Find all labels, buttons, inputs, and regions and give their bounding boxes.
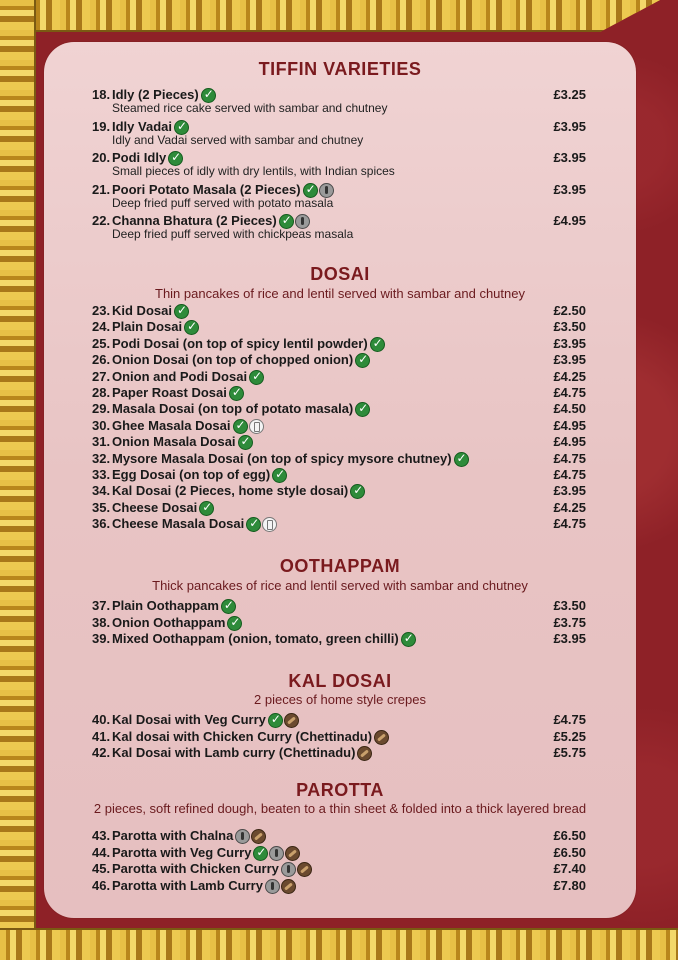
veg-icon xyxy=(454,452,469,467)
item-price: £3.95 xyxy=(553,150,586,166)
menu-item xyxy=(92,500,586,516)
item-number: 28. xyxy=(92,385,111,400)
item-description: Steamed rice cake served with sambar and chutney xyxy=(112,101,388,115)
item-name: Idly (2 Pieces)✓ xyxy=(112,87,217,103)
item-price: £2.50 xyxy=(553,303,586,318)
section-description: Thick pancakes of rice and lentil served with sambar and chutney xyxy=(152,578,528,593)
item-price: £4.95 xyxy=(553,417,586,433)
menu-item xyxy=(92,483,586,499)
item-description: Deep fried puff served with potato masala xyxy=(112,195,334,210)
item-price: £4.75 xyxy=(553,516,586,532)
section-title: KAL DOSAI xyxy=(288,671,392,691)
item-name: Plain Dosai✓ xyxy=(112,319,200,335)
item-name: Kal dosai with Chicken Curry (Chettinadu) xyxy=(112,729,390,745)
veg-icon xyxy=(253,846,268,861)
section-title: OOTHAPPAM xyxy=(279,556,401,576)
item-number: 23. xyxy=(92,303,111,318)
item-name: Mysore Masala Dosai (on top of spicy mysore chutney)✓ xyxy=(112,451,470,467)
section-description: Thin pancakes of rice and lentil served with sambar and chutney xyxy=(155,286,525,301)
item-number: 19. xyxy=(92,118,111,134)
item-name: Cheese Masala Dosai✓ xyxy=(112,516,278,532)
item-number: 29. xyxy=(92,401,111,417)
item-name: Channa Bhatura (2 Pieces)✓ xyxy=(112,213,311,229)
menu-item xyxy=(92,319,586,335)
item-price: £4.95 xyxy=(553,213,586,229)
dairy-icon xyxy=(249,419,264,434)
item-number: 37. xyxy=(92,598,111,613)
item-name: Egg Dosai (on top of egg)✓ xyxy=(112,467,288,483)
item-number: 21. xyxy=(92,181,111,197)
item-price: £3.75 xyxy=(553,614,586,630)
wheat-icon xyxy=(235,829,250,844)
spicy-icon xyxy=(251,829,266,844)
menu-item xyxy=(92,451,586,467)
item-price: £3.95 xyxy=(553,631,586,646)
item-price: £6.50 xyxy=(553,844,586,860)
dairy-icon xyxy=(262,517,277,532)
veg-icon xyxy=(355,353,370,368)
wheat-icon xyxy=(265,879,280,894)
gold-border-left xyxy=(0,0,36,960)
item-name: Podi Idly✓ xyxy=(112,150,184,166)
section-description: 2 pieces, soft refined dough, beaten to a thin sheet & folded into a thick layered bread xyxy=(93,801,587,816)
veg-icon xyxy=(246,517,261,532)
veg-icon xyxy=(401,632,416,647)
spicy-icon xyxy=(374,730,389,745)
item-number: 39. xyxy=(92,631,111,646)
item-price: £4.75 xyxy=(553,385,586,400)
veg-icon xyxy=(184,320,199,335)
menu-item xyxy=(92,401,586,417)
veg-icon xyxy=(221,599,236,614)
item-name: Onion and Podi Dosai✓ xyxy=(112,369,265,385)
item-price: £5.75 xyxy=(553,745,586,760)
item-number: 31. xyxy=(92,434,111,450)
item-name: Kid Dosai✓ xyxy=(112,303,190,319)
menu-item xyxy=(92,745,586,761)
veg-icon xyxy=(268,713,283,728)
spicy-icon xyxy=(281,879,296,894)
item-number: 42. xyxy=(92,745,111,760)
menu-item xyxy=(92,828,586,844)
item-name: Parotta with Chicken Curry xyxy=(112,861,313,877)
veg-icon xyxy=(233,419,248,434)
item-number: 22. xyxy=(92,213,111,229)
item-price: £7.40 xyxy=(553,861,586,876)
item-name: Onion Dosai (on top of chopped onion)✓ xyxy=(112,352,371,368)
item-price: £3.95 xyxy=(553,335,586,351)
item-price: £3.50 xyxy=(553,598,586,613)
item-number: 27. xyxy=(92,368,111,384)
item-name: Mixed Oothappam (onion, tomato, green chilli)✓ xyxy=(112,631,417,647)
item-price: £4.25 xyxy=(553,499,586,515)
item-name: Ghee Masala Dosai✓ xyxy=(112,418,265,434)
menu-item xyxy=(92,861,586,877)
menu-item xyxy=(92,516,586,532)
item-description: Idly and Vadai served with sambar and chutney xyxy=(112,132,364,147)
item-number: 43. xyxy=(92,828,111,843)
item-name: Podi Dosai (on top of spicy lentil powder)✓ xyxy=(112,336,386,352)
item-number: 32. xyxy=(92,450,111,466)
item-name: Onion Oothappam✓ xyxy=(112,615,243,631)
menu-item xyxy=(92,845,586,861)
item-number: 25. xyxy=(92,335,111,351)
item-name: Parotta with Lamb Curry xyxy=(112,878,297,894)
gold-border-bottom xyxy=(0,928,678,960)
item-price: £4.95 xyxy=(553,434,586,450)
section-title: DOSAI xyxy=(310,264,370,284)
item-name: Kal Dosai with Lamb curry (Chettinadu) xyxy=(112,745,373,761)
veg-icon xyxy=(249,370,264,385)
item-number: 38. xyxy=(92,614,111,630)
menu-item xyxy=(92,712,586,728)
veg-icon xyxy=(355,402,370,417)
menu-item xyxy=(92,434,586,450)
item-price: £3.95 xyxy=(553,181,586,197)
item-name: Kal Dosai with Veg Curry✓ xyxy=(112,712,300,728)
section-title: TIFFIN VARIETIES xyxy=(258,59,422,79)
item-price: £4.25 xyxy=(553,368,586,384)
spicy-icon xyxy=(284,713,299,728)
item-price: £3.95 xyxy=(553,483,586,499)
item-price: £4.75 xyxy=(553,712,586,727)
item-name: Cheese Dosai✓ xyxy=(112,500,215,516)
veg-icon xyxy=(229,386,244,401)
item-number: 35. xyxy=(92,499,111,515)
spicy-icon xyxy=(285,846,300,861)
veg-icon xyxy=(272,468,287,483)
menu-item xyxy=(92,336,586,352)
item-price: £4.50 xyxy=(553,401,586,417)
veg-icon xyxy=(227,616,242,631)
veg-icon xyxy=(350,484,365,499)
menu-item xyxy=(92,352,586,368)
menu-item xyxy=(92,418,586,434)
item-number: 30. xyxy=(92,417,111,433)
menu-item xyxy=(92,631,586,647)
item-price: £4.75 xyxy=(553,467,586,482)
item-name: Paper Roast Dosai✓ xyxy=(112,385,245,401)
section-title: PAROTTA xyxy=(296,780,384,800)
veg-icon xyxy=(174,304,189,319)
item-price: £5.25 xyxy=(553,728,586,744)
menu-item xyxy=(92,369,586,385)
menu-item xyxy=(92,385,586,401)
menu-item xyxy=(92,729,586,745)
item-description: Deep fried puff served with chickpeas masala xyxy=(112,227,354,242)
item-price: £4.75 xyxy=(553,450,586,466)
item-price: £3.25 xyxy=(553,87,586,102)
item-number: 34. xyxy=(92,483,111,499)
item-number: 33. xyxy=(92,467,111,482)
veg-icon xyxy=(199,501,214,516)
item-price: £6.50 xyxy=(553,828,586,843)
item-name: Masala Dosai (on top of potato masala)✓ xyxy=(112,401,371,417)
item-number: 24. xyxy=(92,319,111,335)
item-number: 40. xyxy=(92,712,111,727)
spicy-icon xyxy=(297,862,312,877)
menu-item xyxy=(92,467,586,483)
gold-border-top xyxy=(0,0,678,32)
veg-icon xyxy=(370,337,385,352)
item-number: 26. xyxy=(92,352,111,368)
item-number: 41. xyxy=(92,728,111,744)
menu-item xyxy=(92,878,586,894)
item-description: Small pieces of idly with dry lentils, with Indian spices xyxy=(112,164,395,179)
item-price: £3.95 xyxy=(553,352,586,368)
item-name: Onion Masala Dosai✓ xyxy=(112,434,254,450)
section-description: 2 pieces of home style crepes xyxy=(254,692,426,707)
item-number: 20. xyxy=(92,150,111,166)
item-number: 45. xyxy=(92,861,111,876)
spicy-icon xyxy=(357,746,372,761)
item-price: £3.95 xyxy=(553,118,586,134)
item-number: 18. xyxy=(92,87,111,102)
item-name: Kal Dosai (2 Pieces, home style dosai)✓ xyxy=(112,483,366,499)
item-number: 36. xyxy=(92,516,111,532)
menu-item xyxy=(92,303,586,319)
menu-item xyxy=(92,615,586,631)
item-name: Poori Potato Masala (2 Pieces)✓ xyxy=(112,182,335,198)
menu-item xyxy=(92,598,586,614)
item-number: 44. xyxy=(92,844,111,860)
item-name: Plain Oothappam✓ xyxy=(112,598,237,614)
item-price: £7.80 xyxy=(553,877,586,893)
veg-icon xyxy=(238,435,253,450)
item-price: £3.50 xyxy=(553,319,586,335)
wheat-icon xyxy=(269,846,284,861)
item-name: Parotta with Chalna xyxy=(112,828,267,844)
item-number: 46. xyxy=(92,877,111,893)
item-name: Parotta with Veg Curry✓ xyxy=(112,845,301,861)
item-name: Idly Vadai✓ xyxy=(112,119,190,135)
wheat-icon xyxy=(281,862,296,877)
